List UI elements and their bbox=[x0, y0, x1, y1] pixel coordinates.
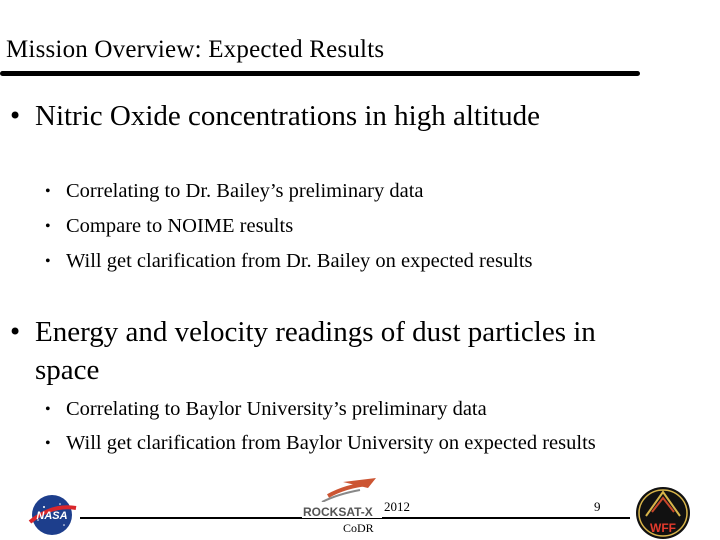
bullet-2-sub-1-text: Correlating to Baylor University’s preliminary data bbox=[66, 398, 487, 420]
bullet-2-sub-2-text: Will get clarification from Baylor University on expected results bbox=[66, 432, 596, 454]
sub-bullet-marker: • bbox=[45, 435, 51, 452]
nasa-logo bbox=[24, 492, 80, 538]
bullet-1-sub-2-text: Compare to NOIME results bbox=[66, 215, 294, 237]
bullet-1-sub-3-text: Will get clarification from Dr. Bailey on expected results bbox=[66, 250, 533, 272]
nasa-logo-text: NASA bbox=[36, 510, 68, 522]
wff-logo bbox=[634, 486, 692, 540]
slide-title: Mission Overview: Expected Results bbox=[6, 36, 385, 63]
wff-logo-text: WFF bbox=[650, 521, 676, 535]
sub-bullet-marker: • bbox=[45, 253, 51, 270]
sub-bullet-marker: • bbox=[45, 218, 51, 235]
sub-bullet-marker: • bbox=[45, 401, 51, 418]
footer-year: 2012 bbox=[384, 499, 410, 514]
bullet-2-text: Energy and velocity readings of dust particles in space bbox=[35, 316, 596, 386]
bullet-marker: • bbox=[8, 102, 23, 130]
bullet-1-text: Nitric Oxide concentrations in high altitude bbox=[35, 100, 540, 132]
rocksat-logo-text: ROCKSAT-X bbox=[303, 505, 373, 519]
sub-bullet-marker: • bbox=[45, 183, 51, 200]
page-number: 9 bbox=[594, 499, 601, 514]
bullet-1-sub-1-text: Correlating to Dr. Bailey’s preliminary data bbox=[66, 180, 424, 202]
title-underline bbox=[0, 71, 640, 76]
rocksat-logo bbox=[298, 478, 388, 522]
footer-doc-label: CoDR bbox=[343, 521, 374, 535]
bullet-marker: • bbox=[8, 318, 23, 346]
